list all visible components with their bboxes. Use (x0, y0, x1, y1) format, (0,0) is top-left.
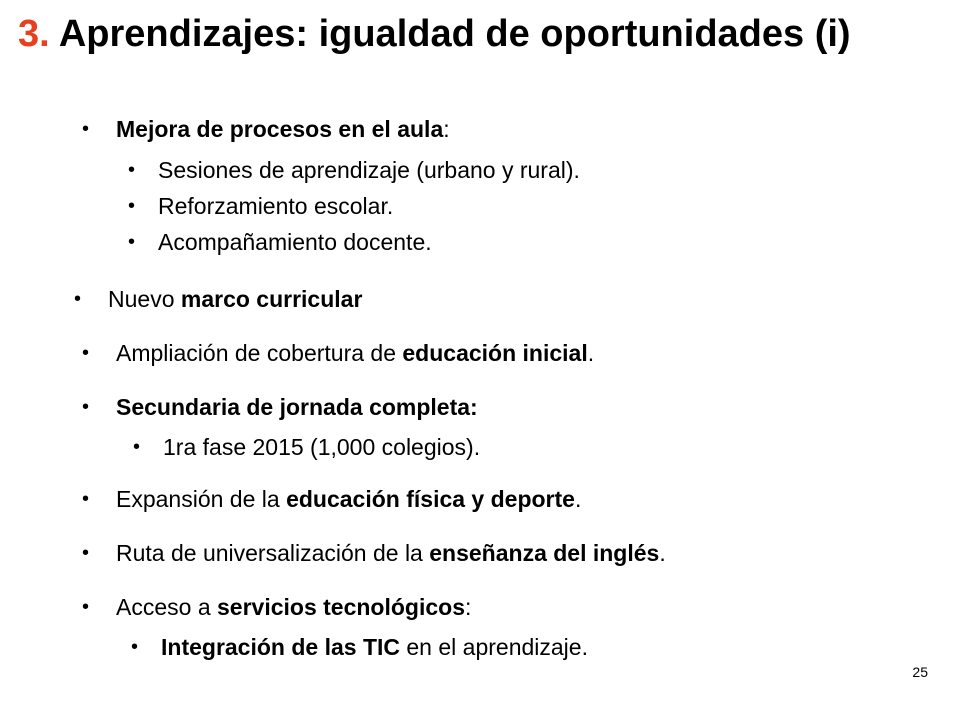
bullet-tail-text: . (574, 486, 582, 512)
bullet-pre-text: Ampliación de cobertura de (116, 340, 403, 366)
bullet-secundaria (116, 394, 478, 422)
bullet-tail-text: : (464, 594, 472, 620)
bullet-pre-text: Ruta de universalización de la (116, 540, 430, 566)
subbullet-primera-fase (163, 434, 480, 462)
bullet-pre-text: Acceso a (116, 594, 217, 620)
subbullet-text: 1ra fase 2015 (1,000 colegios). (163, 434, 481, 460)
bullet-bold-text: Mejora de procesos en el aula (116, 116, 444, 142)
bullet-servicios-tecnologicos (116, 594, 471, 622)
bullet-tail-text: . (659, 540, 666, 566)
subbullet-tic (161, 634, 588, 662)
subbullet-sesiones (158, 157, 580, 185)
bullet-educacion-fisica (116, 486, 581, 514)
bullet-bold-text: marco curricular (180, 286, 363, 312)
bullet-bold-text: servicios tecnológicos (217, 594, 465, 620)
bullet-educacion-inicial (116, 340, 594, 368)
slide-title (18, 12, 851, 58)
bullet-bold-text: educación inicial (402, 340, 588, 366)
bullet-tail-text: . (587, 340, 595, 366)
bullet-bold-text: enseñanza del inglés (429, 540, 660, 566)
bullet-bold-text: Secundaria de jornada completa: (116, 394, 478, 420)
subbullet-acompanamiento (158, 229, 432, 257)
title-number: 3. (18, 13, 50, 55)
bullet-bold-text: educación física y deporte (286, 486, 575, 512)
page-number: 25 (912, 664, 928, 680)
bullet-marco-curricular (108, 286, 362, 314)
bullet-tail-text: : (443, 116, 450, 142)
subbullet-tail-text: en el aprendizaje. (400, 634, 588, 660)
subbullet-text: Acompañamiento docente. (158, 229, 432, 255)
subbullet-reforzamiento (158, 193, 393, 221)
bullet-pre-text: Nuevo (108, 286, 181, 312)
subbullet-text: Sesiones de aprendizaje (urbano y rural). (158, 157, 580, 183)
bullet-mejora-procesos (116, 116, 450, 144)
subbullet-text: Reforzamiento escolar. (158, 193, 394, 219)
title-text: Aprendizajes: igualdad de oportunidades (i) (49, 13, 851, 55)
bullet-pre-text: Expansión de la (116, 486, 287, 512)
bullet-ingles (116, 540, 666, 568)
subbullet-bold-text: Integración de las TIC (161, 634, 400, 660)
